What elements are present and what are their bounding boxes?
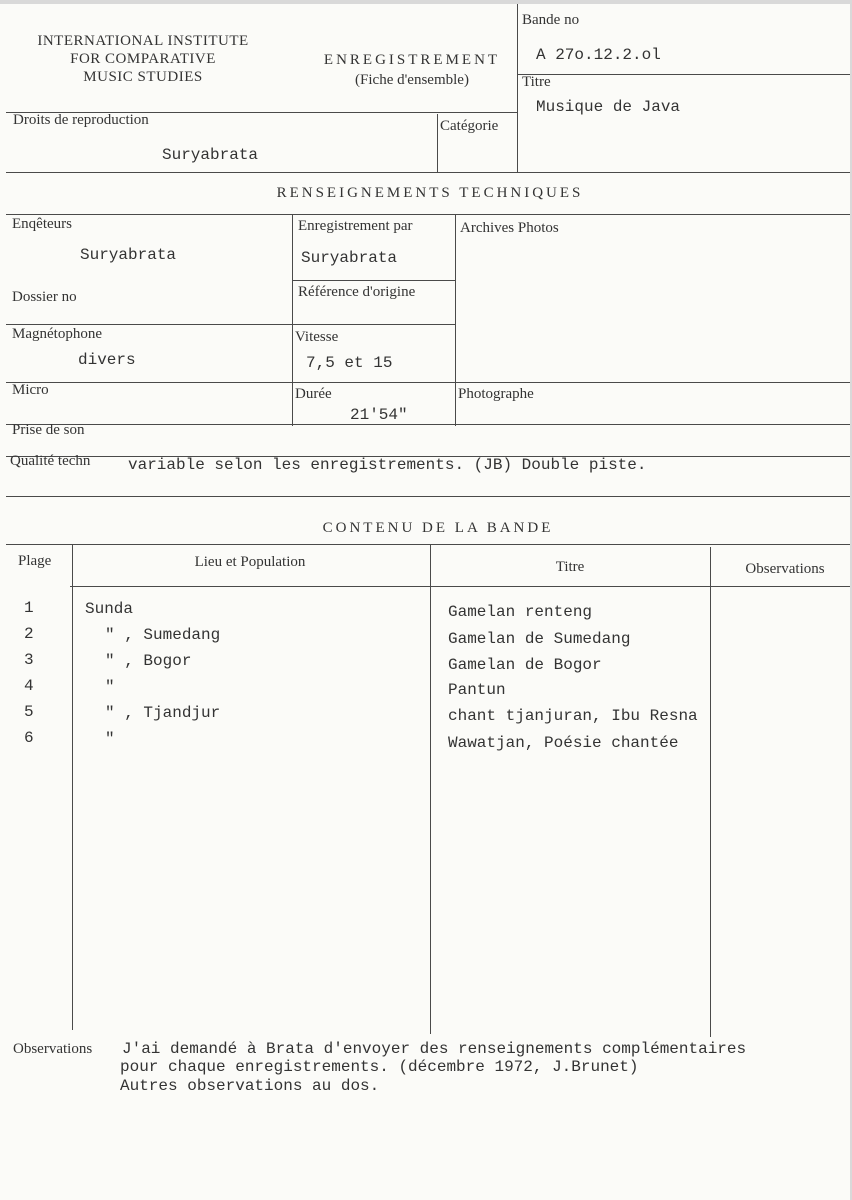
- table-row-5-lieu: " , Tjandjur: [105, 704, 221, 722]
- institute-name: [14, 32, 272, 86]
- technical-top-rule: [6, 214, 850, 215]
- bande-no-label: Bande no: [522, 12, 580, 28]
- table-row-3-plage: 3: [24, 651, 34, 669]
- observations-line-3: Autres observations au dos.: [120, 1077, 380, 1095]
- form-subtitle: (Fiche d'ensemble): [355, 72, 469, 88]
- observations-line-2: pour chaque enregistrements. (décembre 1972, J.Brunet): [120, 1058, 639, 1076]
- table-row-3-lieu: " , Bogor: [105, 652, 192, 670]
- titre-label: Titre: [522, 74, 551, 90]
- header-plage: Plage: [18, 553, 52, 569]
- header-divider-vertical: [517, 4, 518, 172]
- titre-value: Musique de Java: [536, 98, 681, 116]
- magnetophone-label: Magnétophone: [12, 326, 102, 342]
- table-row-2-lieu: " , Sumedang: [105, 626, 221, 644]
- table-col-divider-2: [430, 544, 431, 1034]
- technical-section-title: RENSEIGNEMENTS TECHNIQUES: [276, 185, 584, 201]
- institute-line-1: INTERNATIONAL INSTITUTE: [37, 33, 249, 49]
- archives-photos-label: Archives Photos: [460, 220, 559, 236]
- table-row-4-titre: Pantun: [448, 681, 506, 699]
- reference-top-rule: [292, 280, 455, 281]
- table-row-6-titre: Wawatjan, Poésie chantée: [448, 734, 679, 752]
- enregistrement-par-label: Enregistrement par: [298, 218, 413, 234]
- bande-no-value: A 27o.12.2.ol: [536, 46, 661, 64]
- form-title: ENREGISTREMENT: [323, 52, 501, 68]
- prise-top-rule: [6, 424, 850, 425]
- header-titre: Titre: [555, 559, 585, 575]
- institute-line-2: FOR COMPARATIVE: [70, 51, 216, 67]
- reference-label: Référence d'origine: [298, 284, 416, 300]
- table-row-4-plage: 4: [24, 677, 34, 695]
- categorie-label: Catégorie: [440, 118, 499, 134]
- table-row-5-titre: chant tjanjuran, Ibu Resna: [448, 707, 698, 725]
- technical-bottom-rule: [6, 496, 850, 497]
- table-row-1-plage: 1: [24, 599, 34, 617]
- table-col-divider-1: [72, 544, 73, 1030]
- duree-value: 21'54": [350, 406, 408, 424]
- header-lieu: Lieu et Population: [194, 554, 306, 570]
- enqueteurs-value: Suryabrata: [80, 246, 177, 264]
- dossier-label: Dossier no: [12, 289, 77, 305]
- duree-label: Durée: [295, 386, 332, 402]
- table-col-divider-3: [710, 547, 711, 1037]
- micro-top-rule: [6, 382, 850, 383]
- qualite-label: Qualité techn: [10, 453, 91, 469]
- archive-form: [0, 4, 850, 1200]
- observations-line-1: J'ai demandé à Brata d'envoyer des renseignements complémentaires: [122, 1040, 747, 1058]
- enqueteurs-label: Enqêteurs: [12, 216, 72, 232]
- enregistrement-par-value: Suryabrata: [301, 249, 398, 267]
- vitesse-value: 7,5 et 15: [306, 354, 393, 372]
- table-row-1-lieu: Sunda: [85, 600, 134, 618]
- categorie-divider: [437, 114, 438, 172]
- table-row-3-titre: Gamelan de Bogor: [448, 656, 602, 674]
- micro-label: Micro: [12, 382, 49, 398]
- table-row-2-plage: 2: [24, 625, 34, 643]
- vitesse-label: Vitesse: [295, 329, 339, 345]
- observations-label: Observations: [13, 1041, 93, 1057]
- droits-label: Droits de reproduction: [13, 112, 149, 128]
- magnetophone-top-rule: [6, 324, 455, 325]
- content-section-title: CONTENU DE LA BANDE: [322, 520, 554, 536]
- header-bottom-rule: [6, 172, 850, 173]
- table-header-rule: [70, 586, 850, 587]
- prise-label: Prise de son: [12, 422, 85, 438]
- table-row-6-lieu: ": [105, 730, 115, 748]
- droits-value: Suryabrata: [162, 146, 259, 164]
- table-top-rule: [6, 544, 850, 545]
- photographe-label: Photographe: [458, 386, 534, 402]
- table-row-2-titre: Gamelan de Sumedang: [448, 630, 631, 648]
- table-row-6-plage: 6: [24, 729, 34, 747]
- magnetophone-value: divers: [78, 351, 136, 369]
- table-row-5-plage: 5: [24, 703, 34, 721]
- technical-col-divider-1: [292, 214, 293, 426]
- qualite-value: variable selon les enregistrements. (JB) Double piste.: [128, 456, 647, 474]
- header-observations: Observations: [745, 561, 825, 577]
- institute-line-3: MUSIC STUDIES: [83, 69, 203, 85]
- table-row-1-titre: Gamelan renteng: [448, 603, 593, 621]
- technical-col-divider-2: [455, 214, 456, 426]
- bande-no-divider: [517, 74, 850, 75]
- table-row-4-lieu: ": [105, 678, 115, 696]
